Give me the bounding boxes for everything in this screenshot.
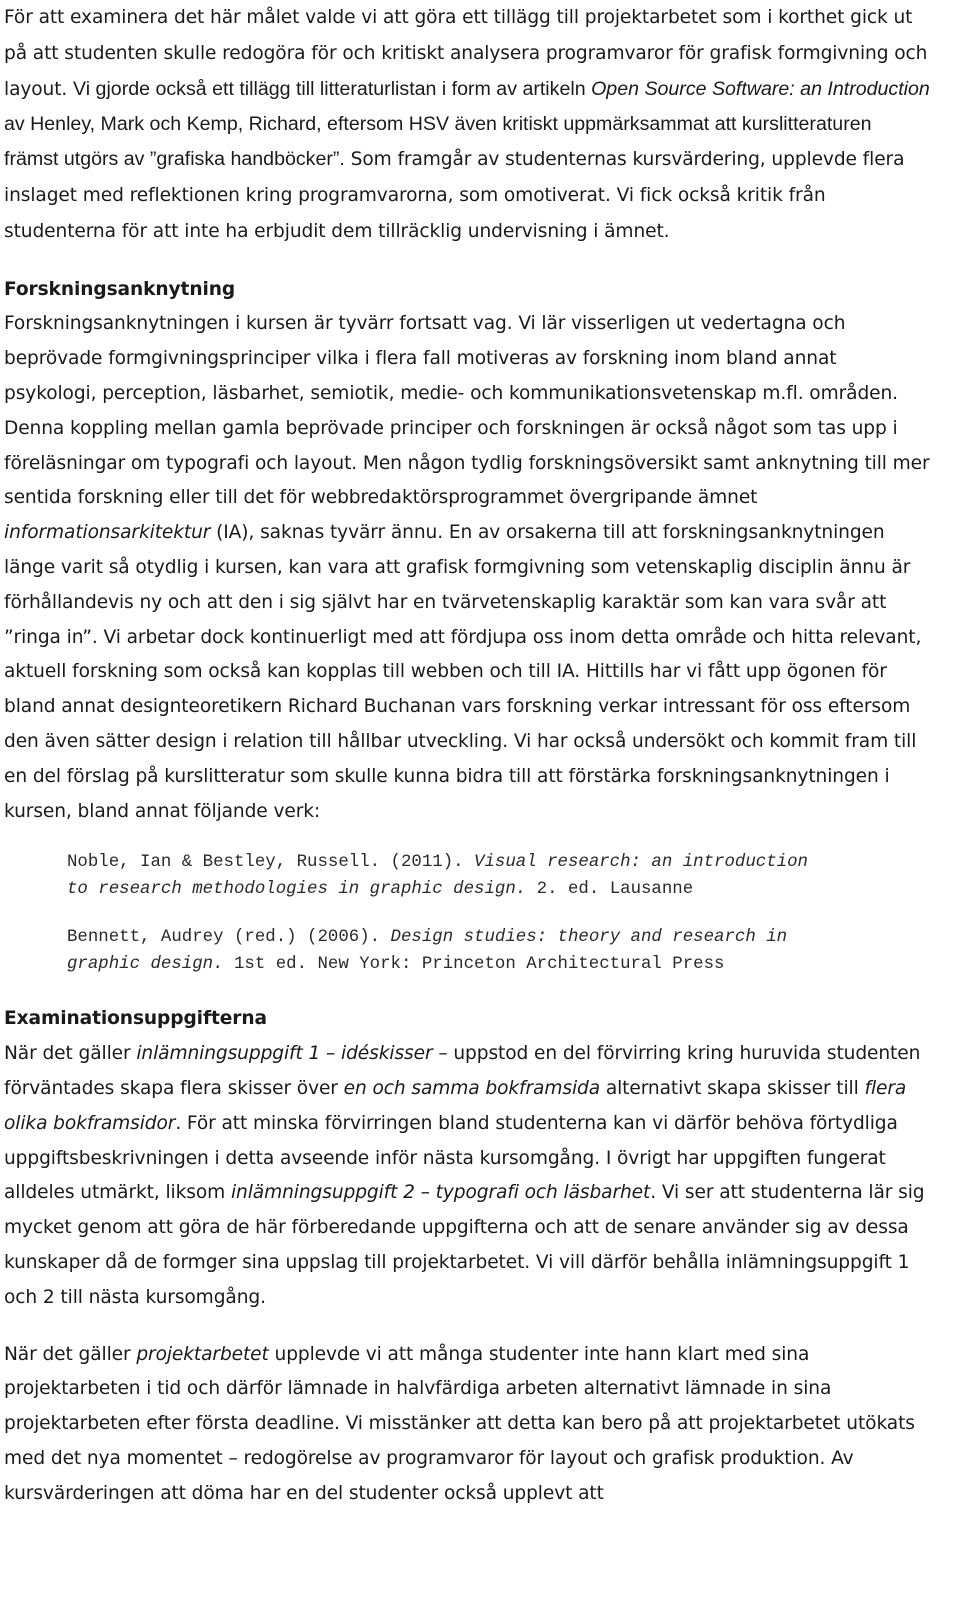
heading-exam: Examinationsuppgifterna [4,1008,267,1030]
intro-text-e: Som framgår av studenternas kursvärdering, upplevde flera inslaget med reflektionen kring programvarorna, som omotiverat. Vi fick också kritik från studenterna för att inte ha erbjudit dem tillräcklig undervisning i ämnet. [4,149,905,242]
research-text-b: (IA), saknas tyvärr ännu. En av orsakerna till att forskningsanknytningen länge varit så otydlig i kursen, kan vara att grafisk formgivning som vetenskaplig disciplin ännu är förhållandevis ny och att den i sig självt har en tvärvetenskaplig karaktär som kan vara svår att ”ringa in”. Vi arbetar dock kontinuerligt med att fördjupa oss inom detta område och hitta relevant, aktuell forskning som också kan kopplas till webben och till IA. Hittills har vi fått upp ögonen för bland annat designteoretikern Richard Buchanan vars forskning verkar intressant för oss eftersom den även sätter design i relation till hållbar utveckling. Vi har också undersökt och kommit fram till en del förslag på kurslitteratur som skulle kunna bidra till att förstärka forskningsanknytningen i kursen, bland annat följande verk: [4,522,922,822]
exam-text: . För att minska förvirringen bland studenterna kan vi därför behöva förtydliga uppgiftsbeskrivningen i detta avseende inför nästa kursomgång. I övrigt har uppgiften fungerat alldeles utmärkt, liksom [4,1112,898,1204]
intro-text-b: Vi gjorde också ett tillägg till litteraturlistan i form av artikeln [73,77,592,100]
project-text: upplevde vi att många studenter inte hann klart med sina projektarbeten i tid och därför lämnade in halvfärdiga arbeten alternativt lämnade in sina projektarbeten efter första deadline. Vi misstänker att detta kan bero på att projektarbetet utökats med det nya momentet – redogörelse av programvaror för layout och grafisk produktion. Av kursvärderingen att döma har en del studenter också upplevt att [4,1343,915,1504]
intro-paragraph [4,0,930,250]
exam-text: alternativt skapa skisser till [600,1077,865,1099]
reference-publisher: 2. ed. Lausanne [526,880,694,900]
reference-item [67,849,827,903]
project-text: När det gäller [4,1343,137,1365]
reference-title: Visual research: an introduction to research methodologies in graphic design. [67,853,808,900]
project-paragraph [4,1338,930,1512]
exam-text: – uppstod en del förvirring kring huruvida studenten förväntades skapa flera skisser över [4,1043,921,1099]
exam-text-italic: inlämningsuppgift 1 – idéskisser [136,1043,433,1065]
reference-item [67,924,827,978]
exam-text-italic: en och samma bokframsida [343,1077,601,1099]
exam-paragraph [4,1037,930,1315]
exam-text: . Vi ser att studenterna lär sig mycket genom att göra de här förberedande uppgifterna och att de senare använder sig av dessa kunskaper då de formger sina uppslag till projektarbetet. Vi vill därför behålla inlämningsuppgift 1 och 2 till nästa kursomgång. [4,1182,925,1308]
reference-list [67,849,827,978]
reference-authors: Bennett, Audrey (red.) (2006). [67,928,391,948]
reference-publisher: 1st ed. New York: Princeton Architectural Press [223,955,725,975]
exam-text-italic: inlämningsuppgift 2 – typografi och läsbarhet [230,1182,651,1204]
research-text-a: Forskningsanknytningen i kursen är tyvärr fortsatt vag. Vi lär visserligen ut vedertagna och beprövade formgivningsprinciper vilka i flera fall motiveras av forskning inom bland annat psykologi, perception, läsbarhet, semiotik, medie- och kommunikationsvetenskap m.fl. områden. Denna koppling mellan gamla beprövade principer och forskningen är också något som tas upp i föreläsningar om typografi och layout. Men någon tydlig forskningsöversikt samt anknytning till mer sentida forskning eller till det för webbredaktörsprogrammet övergripande ämnet [4,313,930,509]
exam-text: När det gäller [4,1043,137,1065]
intro-article-title: Open Source Software: an Introduction [591,77,930,100]
research-paragraph [4,307,930,829]
heading-research: Forskningsanknytning [4,278,236,300]
reference-title: Design studies: theory and research in graphic design. [67,928,788,975]
document-page [4,0,930,1511]
project-text-italic: projektarbetet [136,1343,269,1365]
research-text-ia: informationsarkitektur [4,522,211,544]
intro-text-d: av Henley, Mark och Kemp, Richard, eftersom HSV även kritiskt uppmärksammat att kurslitteraturen främst utgörs av ”grafiska handböcker”. [4,113,872,171]
reference-authors: Noble, Ian & Bestley, Russell. (2011). [67,853,475,873]
exam-text-italic: flera olika bokframsidor [4,1077,907,1134]
intro-text-a: För att examinera det här målet valde vi att göra ett tillägg till projektarbetet som i korthet gick ut på att studenten skulle redogöra för och kritiskt analysera programvaror för grafisk formgivning och layout. [4,7,928,100]
